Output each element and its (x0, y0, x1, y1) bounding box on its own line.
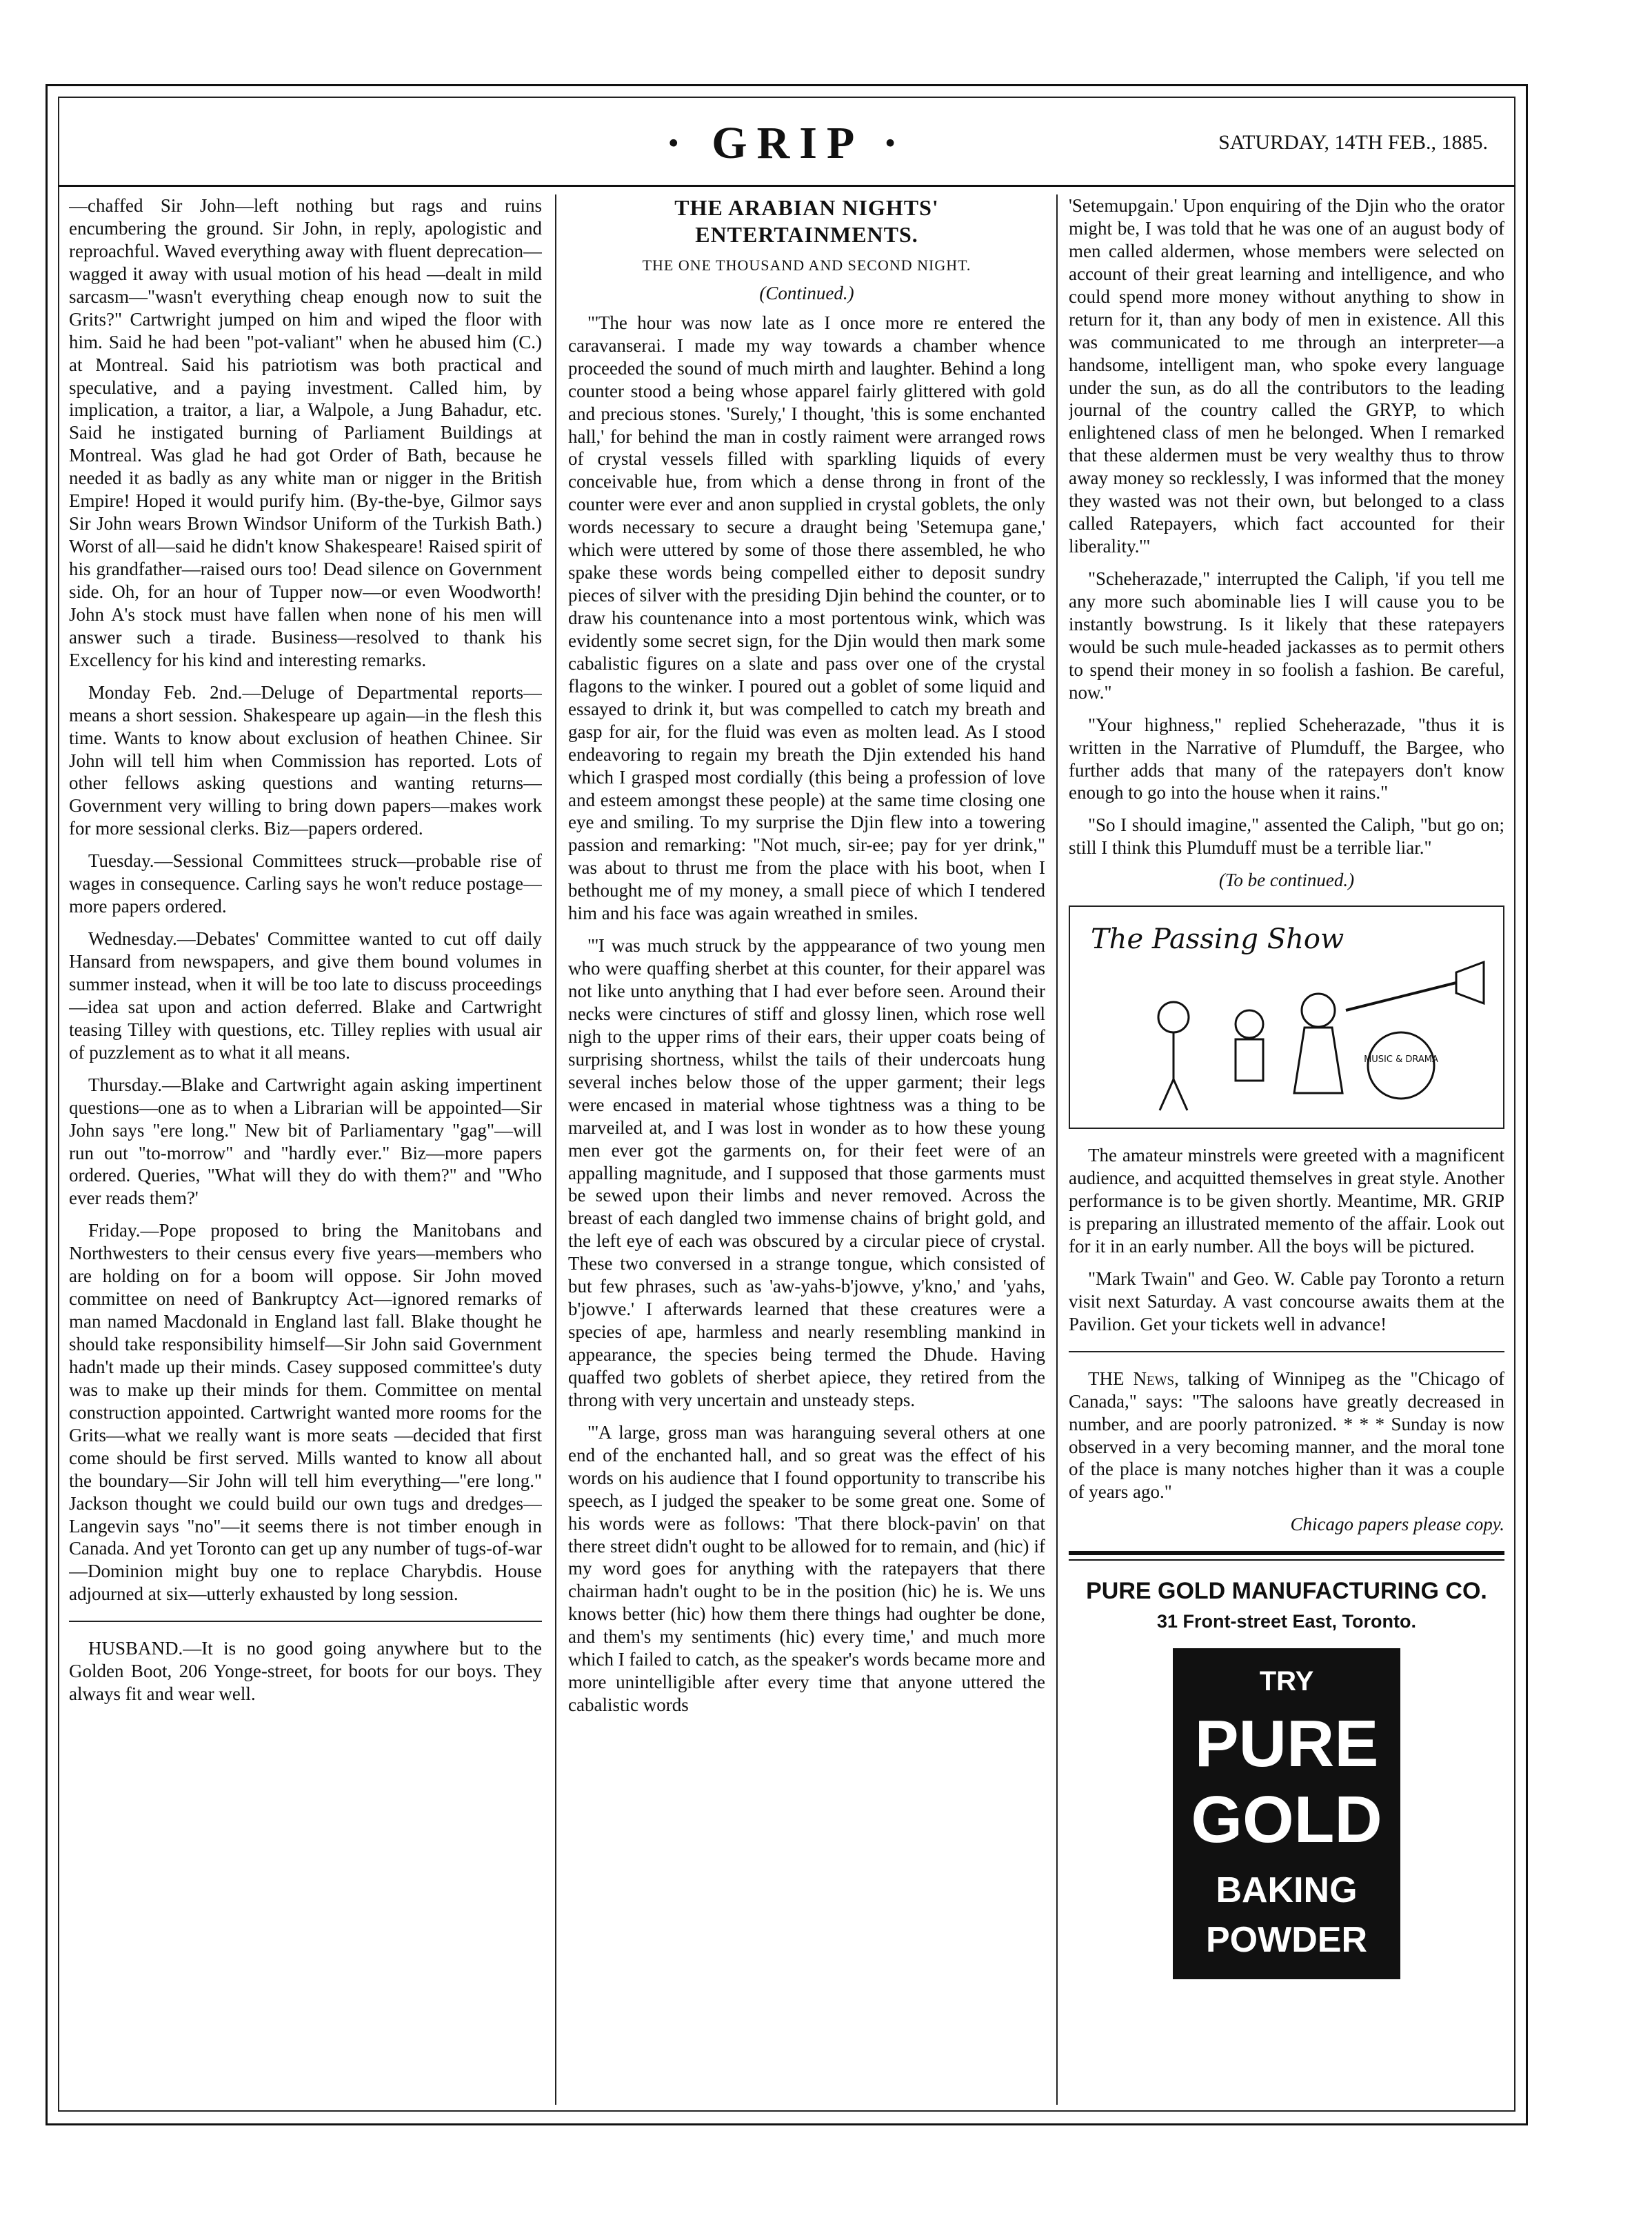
masthead (58, 97, 1515, 178)
paragraph: —chaffed Sir John—left nothing but rags and ruins encumbering the ground. Sir John, in reply, apologistic and reproachful. Waved everything away with fluent deprecation—wagged it away with usual motion of his head —dealt in mild sarcasm—"wasn't everything cheap enough now to suit the Grits?" Cartwright jumped on him and wiped the floor with him. Said he had been "pot-valiant" when he abused him (C.) at Montreal. Said his patriotism was both practical and speculative, and a paying investment. Called him, by implication, a traitor, a liar, a Walpole, a Jung Bahadur, etc. Said he instigated burning of Parliament Buildings at Montreal. Was glad he had got Order of Bath, because he needed it as badly as any white man or nigger in the British Empire! Hoped it would purify him. (By-the-bye, Gilmor says Sir John wears Brown Windsor Uniform of the Turkish Bath.) Worst of all—said he didn't know Shakespeare! Raised spirit of his grandfather—raised ours too! Dead silence on Government side. Oh, for an hour of Tupper now—or even Woodworth! John A's stock must have fallen when none of his men will answer such a tirade. Business—resolved to thank his Excellency for his kind and interesting remarks. (69, 195, 542, 670)
paragraph: Thursday.—Blake and Cartwright again asking impertinent questions—one as to when a Librarian will be appointed—Sir John says "ere long." New bit of Parliamentary "gag"—will run out "to-morrow" and "hardly ever." Biz—more papers ordered. Queries, "What will they do with them?" and "Who ever reads them?' (69, 1074, 542, 1209)
column-misc (1069, 194, 1504, 2105)
masthead-rule (58, 185, 1515, 187)
continued-label: (Continued.) (759, 282, 854, 303)
baking-powder-ad (1173, 1648, 1400, 1979)
article-headline: THE ARABIAN NIGHTS' ENTERTAINMENTS. (674, 195, 939, 248)
ad-baking: BAKING (1216, 1870, 1358, 1910)
ad-address: 31 Front-street East, Toronto. (1156, 1610, 1417, 1632)
paragraph: "'A large, gross man was haranguing several others at one end of the enchanted hall, and so great was the effect of his words on his audience that I found opportunity to transcribe his speech, as I judged the speaker to be some great one. Some of his words were as follows: 'That there block-pavin' on that there street didn't ought to be allowed for to remain, and (hic) if my word goes for anything with the ratepayers that there chairman hadn't ought to be in the position (hic) he is. We uns knows better (hic) how them there things had oughter be done, and them's my sentiments (hic) every time,' and much more which I failed to catch, as the speaker's words became more and more unintelligible after every time that anyone uttered the cabalistic words (568, 1421, 1045, 1716)
column-divider (1056, 194, 1058, 2105)
column-arabian-nights (568, 194, 1045, 2105)
article-subhead: THE ONE THOUSAND AND SECOND NIGHT. (642, 257, 971, 274)
to-be-continued: (To be continued.) (1218, 870, 1355, 891)
passing-show-cartoon (1069, 905, 1504, 1129)
paragraph: "So I should imagine," assented the Caliph, "but go on; still I think this Plumduff must be a terrible liar." (1069, 814, 1504, 859)
ad-pure: PURE (1194, 1706, 1379, 1781)
ad-rule-thin (1069, 1559, 1504, 1561)
ad-rule-thick (1069, 1551, 1504, 1555)
paragraph: Tuesday.—Sessional Committees struck—probable rise of wages in consequence. Carling says he won't reduce postage—more papers ordered. (69, 850, 542, 917)
cartoon-caption: The Passing Show (1091, 923, 1344, 956)
paragraph-minstrels: The amateur minstrels were greeted with a magnificent audience, and acquitted themselves in great style. Another performance is to be given shortly. Meantime, MR. GRIP is preparing an illustrated memento of the affair. Look out for it in an early number. All the boys will be pictured. (1069, 1145, 1504, 1257)
paragraph: "'The hour was now late as I once more re entered the caravanserai. I made my way towards a chamber whence proceeded the sound of much mirth and laughter. Behind a long counter stood a being whose apparel fairly glittered with gold and precious stones. 'Surely,' I thought, 'this is some enchanted hall,' for behind the man in costly raiment were arranged rows of crystal vessels filled with sparkling liquids of every conceivable hue, from which a dense throng in front of the counter were ever and anon supplied in crystal goblets, the only words necessary to secure a draught being 'Setemupa gane,' which were uttered by some of those there assembled, he who spake these words being compelled either to deposit sundry pieces of silver with the presiding Djin behind the counter, or to draw his countenance into a most portentous wink, which was evidently some secret sign, for the Djin would then mark some cabalistic figures on a slate and pass over one of the crystal flagons to the winker. I poured out a goblet of some liquid and essayed to drink it, but was compelled to catch my breath and gasp for air, for the fluid was even as molten lead. As I stood endeavoring to regain my breath the Djin extended his hand which I grasped most cordially (this being a profession of love and esteem amongst these people) at the same time closing one eye and smiling. To my surprise the Djin flew into a towering passion and remarking: "Not much, sir-ee; pay for yer drink," was about to thrust me from the place with his boot, when I bethought me of my money, a small piece of which I tendered him and his face was again wreathed in smiles. (568, 312, 1045, 924)
husband-text: —It is no good going anywhere but to the Golden Boot, 206 Yonge-street, for boots for our boys. They always fit and wear well. (69, 1638, 542, 1705)
paragraph: 'Setemupgain.' Upon enquiring of the Djin who the orator might be, I was told that he was one of an august body of men called aldermen, whose members were selected on account of their great learning and intelligence, and who could spend more money without anything to show in return for it, than any body of men in existence. All this was communicated to me through an interpreter—a handsome, intelligent man, who spoke every language under the sun, as do all the contributors to the leading journal of the country called the GRYP, to which enlightened class of men he belonged. When I remarked that these aldermen must be very wealthy thus to throw away money so recklessly, I was informed that the money they wasted was not their own, but belonged to a class called Ratepayers, which fact accounted for their liberality.'" (1069, 195, 1504, 557)
paragraph-news (1069, 1368, 1504, 1504)
masthead-date: SATURDAY, 14TH FEB., 1885. (1218, 131, 1488, 154)
drum-label: MUSIC & DRAMA (1364, 1054, 1438, 1065)
paragraph: "Scheherazade," interrupted the Caliph, 'if you tell me any more such abominable lies I will cause you to be instantly bowstrung. Is it likely that these ratepayers would be such mule-headed jackasses as to permit others to spend their money in so foolish a fashion. Be careful, now." (1069, 568, 1504, 703)
paragraph: Monday Feb. 2nd.—Deluge of Departmental reports—means a short session. Shakespeare up again—in the flesh this time. Wants to know about exclusion of heathen Chinee. Sir John will tell him when Commission has reported. Lots of other fellows asking questions and wanting returns—Government very willing to bring down papers—makes work for more sessional clerks. Biz—papers ordered. (69, 681, 542, 839)
news-label: THE News, (1088, 1368, 1179, 1389)
paragraph-twain: "Mark Twain" and Geo. W. Cable pay Toronto a return visit next Saturday. A vast concourse awaits them at the Pavilion. Get your tickets well in advance! (1069, 1268, 1504, 1334)
husband-label: HUSBAND. (88, 1638, 183, 1659)
paragraph: "'I was much struck by the apppearance of two young men who were quaffing sherbet at this counter, for their apparel was not like unto anything that I had ever before seen. Around their necks were cinctures of stiff and glossy linen, which rose well nigh to the upper rims of their ears, their upper coats being of surprising shortness, whilst the tails of their undercoats hung several inches below those of the upper garment; their legs were encased in material whose tightness was a thing to be marveiled at, and I was lost in wonder as to how these young men ever got the garments on, for their feet were of an appalling magnitude, and I supposed that those garments must be sewed upon their limbs and never removed. Across the breast of each dangled two immense chains of bright gold, and the left eye of each was obscured by a circular piece of crystal. These two conversed in a strange tongue, which consisted of but few phrases, such as 'aw-yahs-b'jowve, y'kno,' and 'yahs, b'jowve.' I afterwards learned that these creatures were a species of ape, harmless and nearly resembling mankind in appearance, the species being termed the Dhude. Having quaffed two goblets of sherbet apiece, they retired from the throng with very uncertain and unsteady steps. (568, 935, 1045, 1410)
news-signature: Chicago papers please copy. (1290, 1514, 1504, 1535)
husband-ad (69, 1637, 542, 1705)
column-parliament-notes (69, 194, 542, 2105)
ad-try: TRY (1259, 1665, 1314, 1696)
ad-title: PURE GOLD MANUFACTURING CO. (1086, 1578, 1487, 1605)
column-divider (555, 194, 556, 2105)
ad-powder: POWDER (1206, 1919, 1367, 1960)
news-text: talking of Winnipeg as the "Chicago of Canada," says: "The saloons have greatly decreased in number, and are poorly patronized. * * * Sunday is now observed in a very becoming manner, and the moral tone of the place is many notches higher than it was a couple of years ago." (1069, 1368, 1504, 1503)
section-divider (69, 1621, 542, 1622)
masthead-title: · GRIP · (665, 118, 908, 168)
paragraph: Friday.—Pope proposed to bring the Manitobans and Northwesters to their census every five years—members who are holding on for a boom will oppose. Sir John moved committee on need of Bankruptcy Act—ignored remarks of man named Macdonald in England last fall. Blake thought he should take responsibility himself—Sir John said Government hadn't made up their minds. Casey supposed committee's duty was to make up their minds for them. Committee on mental construction appointed. Cartwright wanted more rooms for the Grits—what we really want is more seats —decided that first come should be first served. Mills wanted to know all about the boundary—Sir John will tell him everything—"ere long." Jackson thought we could build our own tugs and dredges—Langevin says "no"—it seems there is not timber enough in Canada. And yet Toronto can get up any number of tugs-of-war—Dominion might buy one to replace Charybdis. House adjourned at six—utterly exhausted by long session. (69, 1220, 542, 1605)
cartoon-illustration (1070, 907, 1503, 1125)
paragraph: Wednesday.—Debates' Committee wanted to cut off daily Hansard from newspapers, and give them bound volumes in summer instead, when it will be too late to discuss proceedings —idea sat upon and action deferred. Blake and Cartwright teasing Tilley with questions, etc. Tilley replies with usual air of puzzlement as to what it all means. (69, 928, 542, 1063)
ad-gold: GOLD (1191, 1782, 1382, 1856)
paragraph: "Your highness," replied Scheherazade, "thus it is written in the Narrative of Plumduff, the Bargee, who further adds that many of the ratepayers don't know enough to go into the house when it rains." (1069, 714, 1504, 803)
section-divider (1069, 1351, 1504, 1352)
